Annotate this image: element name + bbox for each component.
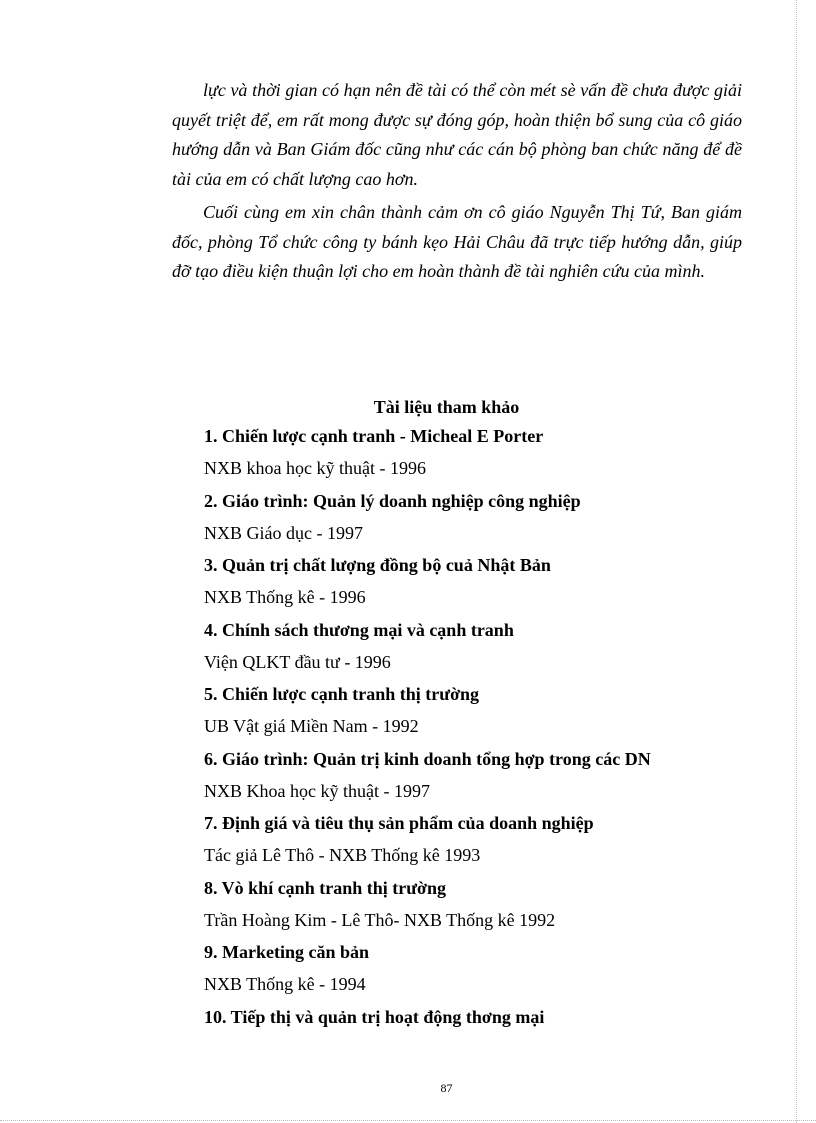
reference-publisher: NXB Khoa học kỹ thuật - 1997 [204, 780, 430, 801]
reference-item [204, 748, 764, 813]
reference-publisher: Trần Hoàng Kim - Lê Thô- NXB Thống kê 1992 [204, 909, 556, 930]
reference-item [204, 1006, 764, 1071]
reference-title: 1. Chiến lược cạnh tranh - Micheal E Porter [204, 426, 544, 446]
reference-publisher: NXB Thống kê - 1996 [204, 587, 366, 607]
reference-title: 3. Quản trị chất lượng đồng bộ cuả Nhật Bản [204, 555, 551, 575]
reference-item [204, 941, 764, 1006]
reference-title: 4. Chính sách thương mại và cạnh tranh [204, 619, 514, 640]
reference-item [204, 554, 764, 619]
reference-item [204, 877, 764, 942]
reference-publisher: Tác giả Lê Thô - NXB Thống kê 1993 [204, 845, 481, 865]
references-heading: Tài liệu tham khảo [373, 397, 520, 417]
reference-publisher: NXB Thống kê - 1994 [204, 974, 366, 994]
reference-item [204, 425, 764, 490]
reference-title: 9. Marketing căn bản [204, 942, 370, 962]
reference-title: 7. Định giá và tiêu thụ sản phẩm của doanh nghiệp [204, 813, 594, 833]
closing-paragraph-1: lực và thời gian có hạn nên đề tài có thể còn mét sè vấn đề chưa được giải quyết triệt để, em rất mong được sự đóng góp, hoàn thiện bổ sung của cô giáo hướng dẫn và Ban Giám đốc cũng như các cán bộ phòng ban chức năng để đề tài của em có chất lượng cao hơn. [172, 80, 742, 189]
reference-item [204, 619, 764, 684]
closing-text [172, 76, 742, 287]
reference-item [204, 490, 764, 555]
reference-publisher: Viện QLKT đầu tư - 1996 [204, 651, 391, 672]
reference-title: 10. Tiếp thị và quản trị hoạt động thơng mại [204, 1006, 545, 1027]
reference-title: 5. Chiến lược cạnh tranh thị trường [204, 684, 480, 704]
page-number: 87 [440, 1081, 453, 1095]
reference-publisher: NXB khoa học kỹ thuật - 1996 [204, 458, 426, 478]
reference-publisher: NXB Giáo dục - 1997 [204, 522, 363, 543]
reference-item [204, 812, 764, 877]
references-list [204, 425, 764, 1070]
reference-publisher: UB Vật giá Miền Nam - 1992 [204, 716, 419, 736]
reference-title: 8. Vò khí cạnh tranh thị trường [204, 877, 446, 898]
page-border-right [796, 0, 797, 1123]
reference-title: 6. Giáo trình: Quản trị kinh doanh tổng hợp trong các DN [204, 748, 651, 769]
reference-title: 2. Giáo trình: Quản lý doanh nghiệp công nghiệp [204, 490, 581, 511]
page-border-bottom [0, 1120, 816, 1121]
reference-item [204, 683, 764, 748]
closing-paragraph-2: Cuối cùng em xin chân thành cảm ơn cô giáo Nguyễn Thị Tứ, Ban giám đốc, phòng Tổ chức công ty bánh kẹo Hải Châu đã trực tiếp hướng dẫn, giúp đỡ tạo điều kiện thuận lợi cho em hoàn thành đề tài nghiên cứu của mình. [172, 202, 742, 281]
